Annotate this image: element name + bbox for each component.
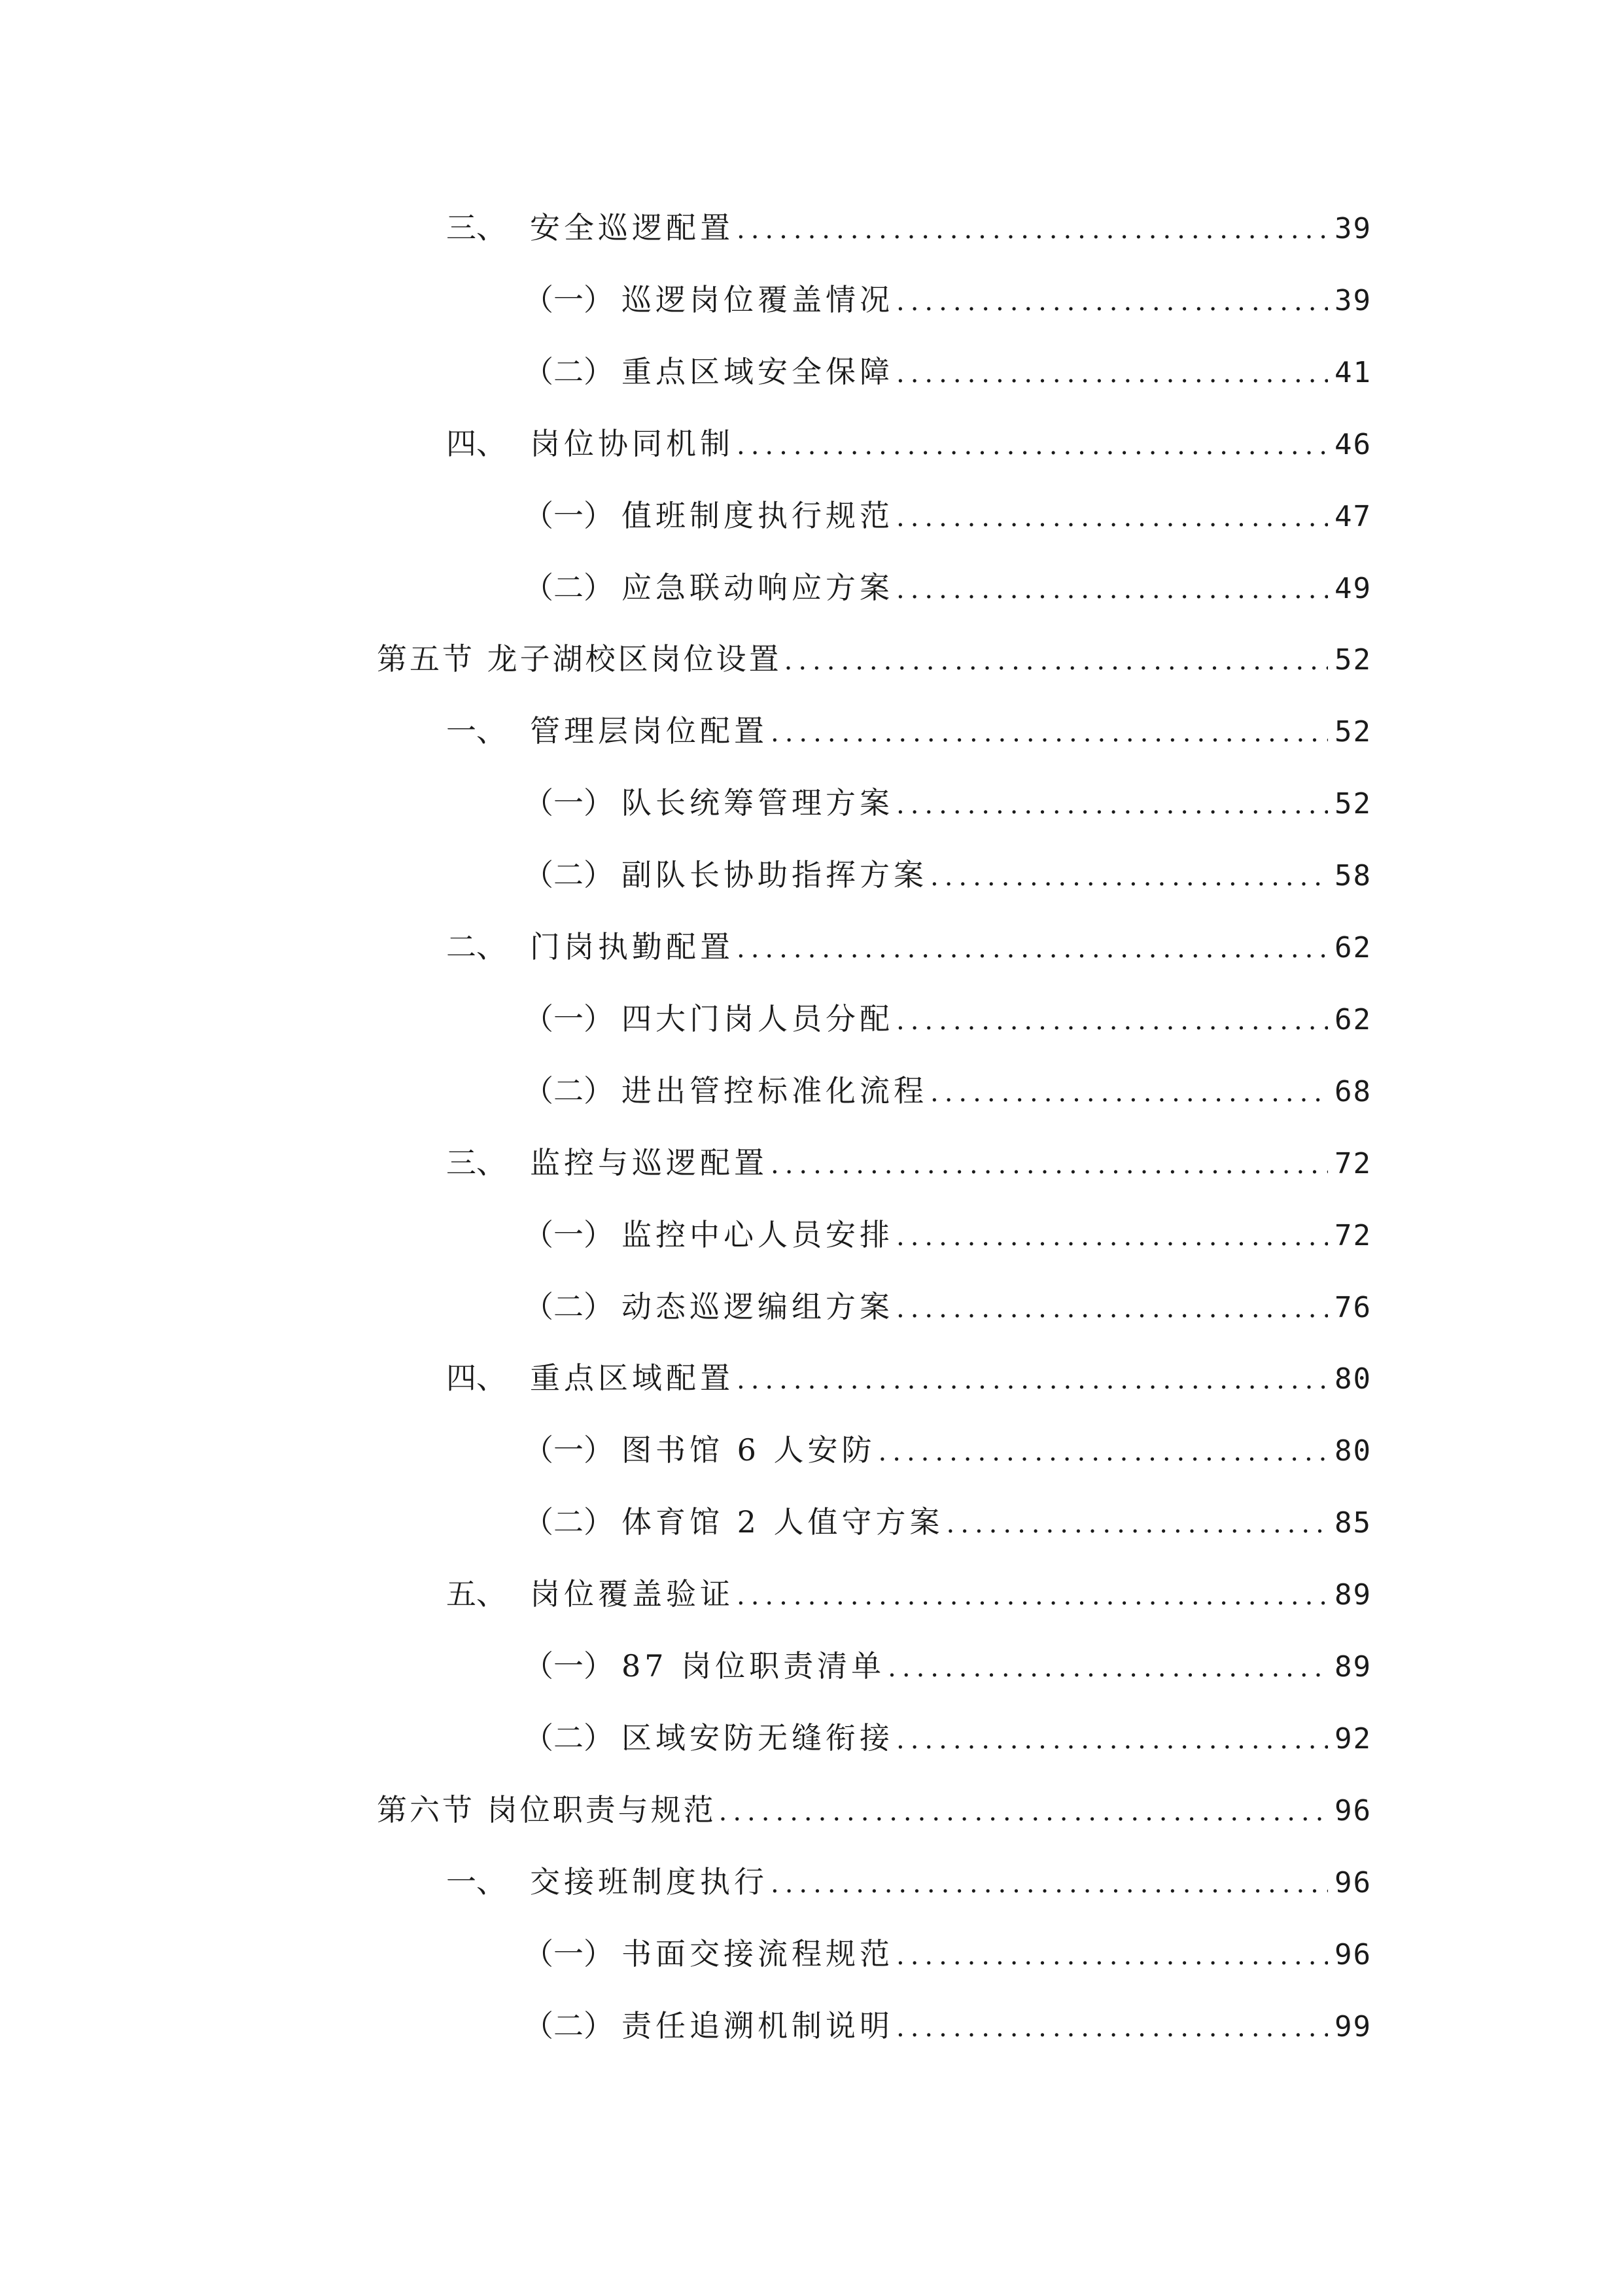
toc-entry-title: 副队长协助指挥方案	[621, 857, 928, 892]
dot-leader	[737, 207, 1328, 253]
toc-entry-title: 岗位协同机制	[530, 426, 734, 461]
toc-entry-marker: （二）	[523, 1504, 614, 1540]
toc-entry-marker: （二）	[523, 857, 614, 892]
toc-entry-page-number: 47	[1335, 500, 1372, 533]
toc-entry-marker: （一）	[523, 1936, 614, 1971]
toc-entry-page-number: 92	[1335, 1722, 1372, 1756]
dot-leader	[879, 1429, 1329, 1475]
toc-entry-title: 进出管控标准化流程	[621, 1073, 928, 1108]
toc-entry-marker: （一）	[523, 498, 614, 533]
toc-entry[interactable]	[523, 1715, 1372, 1761]
toc-entry-page-number: 62	[1335, 1003, 1372, 1036]
toc-entry-page-number: 52	[1335, 715, 1372, 749]
toc-entry[interactable]	[523, 1068, 1372, 1114]
toc-entry-page-number: 72	[1335, 1219, 1372, 1252]
toc-entry-title: 应急联动响应方案	[621, 570, 894, 605]
toc-entry-page-number: 96	[1335, 1866, 1372, 1899]
toc-entry-page-number: 96	[1335, 1794, 1372, 1828]
toc-entry-title: 第六节 岗位职责与规范	[377, 1792, 716, 1828]
dot-leader	[784, 638, 1328, 684]
toc-entry-marker: （一）	[523, 282, 614, 317]
toc-entry-title: 重点区域配置	[530, 1360, 734, 1396]
toc-entry-title: 体育馆 2 人值守方案	[621, 1504, 944, 1540]
toc-entry-title: 管理层岗位配置	[530, 713, 768, 749]
dot-leader	[737, 926, 1328, 972]
toc-entry-page-number: 80	[1335, 1362, 1372, 1396]
toc-entry-page-number: 46	[1335, 428, 1372, 461]
toc-entry-title: 值班制度执行规范	[621, 498, 894, 533]
toc-entry[interactable]	[446, 924, 1372, 970]
toc-entry[interactable]	[523, 1643, 1372, 1689]
toc-entry[interactable]	[446, 205, 1372, 251]
toc-entry[interactable]	[377, 1787, 1372, 1833]
dot-leader	[896, 1717, 1328, 1763]
toc-entry-page-number: 49	[1335, 572, 1372, 605]
dot-leader	[771, 710, 1328, 756]
toc-entry-marker: （一）	[523, 785, 614, 821]
toc-entry-marker: （二）	[523, 1720, 614, 1756]
toc-entry-title: 责任追溯机制说明	[621, 2008, 894, 2043]
dot-leader	[896, 351, 1328, 397]
toc-entry-page-number: 52	[1335, 787, 1372, 821]
dot-leader	[896, 495, 1328, 540]
toc-entry-page-number: 39	[1335, 284, 1372, 317]
toc-entry-title: 四大门岗人员分配	[621, 1001, 894, 1036]
toc-entry-title: 巡逻岗位覆盖情况	[621, 282, 894, 317]
toc-entry[interactable]	[523, 2003, 1372, 2049]
toc-entry-title: 门岗执勤配置	[530, 929, 734, 964]
toc-entry-page-number: 89	[1335, 1578, 1372, 1612]
toc-entry[interactable]	[523, 1212, 1372, 1258]
toc-entry-page-number: 72	[1335, 1147, 1372, 1180]
dot-leader	[896, 567, 1328, 612]
toc-entry-marker: （一）	[523, 1001, 614, 1036]
dot-leader	[896, 1214, 1328, 1260]
toc-entry-page-number: 85	[1335, 1506, 1372, 1540]
toc-entry[interactable]	[446, 1355, 1372, 1401]
dot-leader	[896, 2005, 1328, 2051]
dot-leader	[930, 1070, 1328, 1116]
toc-entry[interactable]	[523, 1931, 1372, 1977]
dot-leader	[888, 1645, 1328, 1691]
toc-entry-page-number: 58	[1335, 859, 1372, 892]
toc-entry[interactable]	[446, 421, 1372, 467]
toc-entry-marker: 二、	[446, 929, 506, 964]
toc-entry[interactable]	[523, 493, 1372, 539]
toc-entry-title: 岗位覆盖验证	[530, 1576, 734, 1612]
toc-entry-title: 书面交接流程规范	[621, 1936, 894, 1971]
dot-leader	[896, 782, 1328, 828]
toc-entry[interactable]	[523, 277, 1372, 323]
toc-entry-page-number: 96	[1335, 1938, 1372, 1971]
toc-entry-marker: 一、	[446, 713, 506, 749]
toc-entry[interactable]	[523, 349, 1372, 395]
toc-entry-marker: 四、	[446, 426, 506, 461]
toc-entry[interactable]	[523, 996, 1372, 1042]
dot-leader	[947, 1501, 1329, 1547]
dot-leader	[896, 279, 1328, 325]
toc-entry-marker: （二）	[523, 1289, 614, 1324]
toc-entry[interactable]	[523, 565, 1372, 610]
toc-entry[interactable]	[523, 1284, 1372, 1330]
toc-entry[interactable]	[523, 1499, 1372, 1545]
toc-entry-title: 安全巡逻配置	[530, 210, 734, 245]
dot-leader	[771, 1861, 1328, 1907]
dot-leader	[771, 1142, 1328, 1188]
toc-entry-marker: 四、	[446, 1360, 506, 1396]
toc-entry-title: 区域安防无缝衔接	[621, 1720, 894, 1756]
toc-entry[interactable]	[523, 852, 1372, 898]
toc-entry-page-number: 39	[1335, 212, 1372, 245]
dot-leader	[737, 1573, 1328, 1619]
toc-entry-page-number: 76	[1335, 1291, 1372, 1324]
toc-entry-page-number: 68	[1335, 1075, 1372, 1108]
toc-entry-marker: （二）	[523, 2008, 614, 2043]
toc-entry[interactable]	[446, 1859, 1372, 1905]
toc-entry-page-number: 89	[1335, 1650, 1372, 1684]
toc-entry-title: 队长统筹管理方案	[621, 785, 894, 821]
toc-entry-marker: 一、	[446, 1864, 506, 1899]
toc-entry[interactable]	[446, 1571, 1372, 1617]
toc-entry-title: 第五节 龙子湖校区岗位设置	[377, 641, 782, 677]
toc-entry-page-number: 99	[1335, 2010, 1372, 2043]
toc-entry-marker: 五、	[446, 1576, 506, 1612]
toc-entry-page-number: 80	[1335, 1434, 1372, 1468]
toc-entry-marker: （一）	[523, 1217, 614, 1252]
dot-leader	[930, 854, 1328, 900]
dot-leader	[896, 1286, 1328, 1332]
toc-entry[interactable]	[446, 708, 1372, 754]
toc-entry-title: 重点区域安全保障	[621, 354, 894, 389]
toc-entry-page-number: 62	[1335, 931, 1372, 964]
toc-entry-title: 交接班制度执行	[530, 1864, 768, 1899]
toc-entry-title: 监控与巡逻配置	[530, 1145, 768, 1180]
toc-entry-page-number: 41	[1335, 356, 1372, 389]
toc-entry-title: 监控中心人员安排	[621, 1217, 894, 1252]
toc-entry[interactable]	[523, 1427, 1372, 1473]
toc-entry-marker: （二）	[523, 354, 614, 389]
toc-entry[interactable]	[446, 1140, 1372, 1186]
toc-entry-page-number: 52	[1335, 643, 1372, 677]
toc-entry[interactable]	[523, 780, 1372, 826]
toc-entry-marker: 三、	[446, 1145, 506, 1180]
toc-entry-title: 87 岗位职责清单	[621, 1648, 886, 1684]
dot-leader	[737, 1357, 1328, 1403]
toc-entry-title: 图书馆 6 人安防	[621, 1432, 876, 1468]
toc-entry-marker: （一）	[523, 1648, 614, 1684]
dot-leader	[719, 1789, 1328, 1835]
dot-leader	[737, 423, 1328, 468]
toc-entry-marker: （二）	[523, 570, 614, 605]
toc-entry-marker: （一）	[523, 1432, 614, 1468]
dot-leader	[896, 998, 1328, 1044]
toc-entry-marker: 三、	[446, 210, 506, 245]
toc-entry-title: 动态巡逻编组方案	[621, 1289, 894, 1324]
toc-entry[interactable]	[377, 636, 1372, 682]
toc-entry-marker: （二）	[523, 1073, 614, 1108]
dot-leader	[896, 1933, 1328, 1979]
